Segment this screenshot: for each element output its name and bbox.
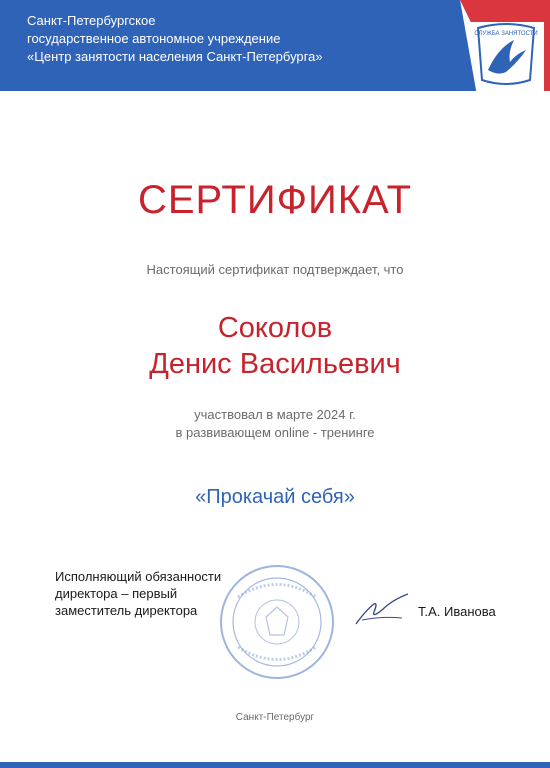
recipient-given-names: Денис Васильевич (149, 348, 401, 380)
employment-service-logo (470, 18, 542, 86)
signatory-role-line-3: заместитель директора (55, 603, 198, 618)
signatory-role (55, 568, 221, 619)
org-line-1: Санкт-Петербургское (27, 13, 156, 28)
official-stamp (218, 557, 336, 687)
signatory-role-line-1: Исполняющий обязанности (55, 569, 222, 584)
org-line-3: «Центр занятости населения Санкт-Петербурга» (27, 49, 323, 64)
recipient-surname: Соколов (217, 312, 333, 344)
organization-name (27, 12, 323, 66)
recipient-name (0, 310, 550, 382)
city-name: Санкт-Петербург (235, 712, 315, 723)
certificate-title: СЕРТИФИКАТ (137, 178, 413, 222)
org-line-2: государственное автономное учреждение (27, 31, 281, 46)
participation-line-2: в развивающем online - тренинге (175, 425, 375, 440)
participation-line-1: участвовал в марте 2024 г. (194, 407, 356, 422)
logo-text: СЛУЖБА ЗАНЯТОСТИ (474, 31, 538, 37)
handwritten-signature (352, 590, 412, 630)
footer-band (0, 762, 550, 768)
red-edge-stripe (544, 0, 550, 91)
signatory-role-line-2: директора – первый (55, 586, 178, 601)
participation-text (0, 406, 550, 442)
signatory-name: Т.А. Иванова (418, 604, 496, 619)
event-name: «Прокачай себя» (195, 486, 355, 508)
confirmation-text: Настоящий сертификат подтверждает, что (146, 262, 404, 277)
